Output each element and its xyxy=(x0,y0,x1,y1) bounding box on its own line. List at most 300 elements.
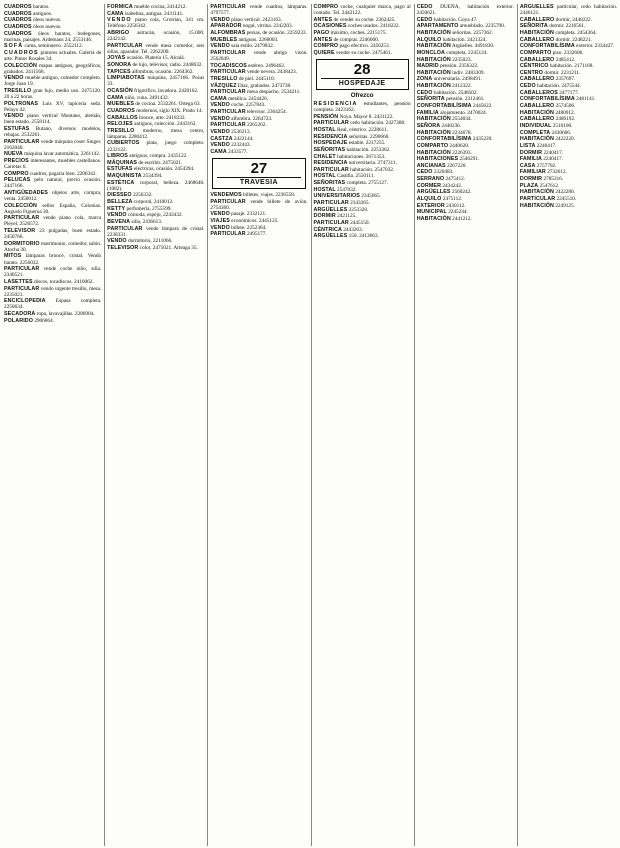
ad-text: 2475412. xyxy=(445,176,466,183)
ad-lead-word: HABITACIÓN xyxy=(416,129,451,136)
classified-ad xyxy=(4,311,101,317)
section-header xyxy=(212,158,305,189)
ad-lead-word: CEDO xyxy=(416,89,433,96)
ad-text: 2510100. xyxy=(552,122,573,129)
ad-lead-word: CORMER xyxy=(416,182,442,189)
ad-lead-word: PARTICULAR xyxy=(313,166,349,173)
ad-lead-word: PARTICULAR xyxy=(313,219,349,226)
ad-text: 2486192. xyxy=(555,116,576,123)
classified-ad xyxy=(210,116,307,122)
classified-ad xyxy=(314,173,411,179)
ad-lead-word: POLARIDO xyxy=(4,317,34,324)
classified-ad xyxy=(210,43,307,49)
ad-text: 2574506. xyxy=(555,103,576,110)
classified-ad xyxy=(314,127,411,133)
ad-text: eléctricas, ocasión. 2454394. xyxy=(133,166,195,173)
ad-text: habitaciones. 2671353. xyxy=(337,153,386,160)
classified-ad xyxy=(417,83,514,89)
classified-ad xyxy=(210,63,307,69)
classified-ad xyxy=(520,163,617,169)
ad-text: 2422280. xyxy=(555,189,575,196)
ad-text: de lujo, televisor, radio. 2448632. xyxy=(132,61,203,68)
ad-lead-word: VENDO xyxy=(210,128,230,135)
ad-lead-word: KETTY xyxy=(107,205,126,212)
ad-lead-word: HABITACIÓN xyxy=(416,83,451,90)
classified-ad xyxy=(210,199,307,211)
classified-ad xyxy=(417,17,514,23)
ad-lead-word: PARTICULAR xyxy=(210,109,246,116)
ad-lead-word: CÉNTRICO xyxy=(519,63,549,70)
classified-ad xyxy=(520,37,617,43)
ad-text: sala estilo. 2479832. xyxy=(231,43,275,50)
classified-ad xyxy=(417,143,514,149)
classified-ad xyxy=(520,203,617,209)
classified-ad xyxy=(4,241,101,253)
ad-lead-word: PARTICULAR xyxy=(210,198,246,205)
ad-text: de comprar. 2246000. xyxy=(333,36,380,43)
ad-text: dormir. 2216561. xyxy=(549,23,586,30)
ad-text: estéreo. 2496462. xyxy=(248,62,286,69)
ad-lead-word: APARADOR xyxy=(210,23,242,30)
ad-text: ropa, lavavajillas. 2286904. xyxy=(36,310,95,317)
ad-lead-word: PRECIOS xyxy=(4,158,29,165)
ad-text: vende lámpara de cristal. 2238331. xyxy=(107,225,205,238)
ad-lead-word: HABITACIÓN xyxy=(519,202,555,209)
ad-text: alfombras, ocasión. 2264362. xyxy=(131,68,194,75)
classified-ad xyxy=(314,180,411,186)
classified-ad xyxy=(314,200,411,206)
classified-ad xyxy=(210,23,307,29)
column-6 xyxy=(517,4,617,846)
ad-text: habitación. 2253362. xyxy=(346,146,391,153)
ad-text: 2240417. xyxy=(543,149,564,156)
column-1 xyxy=(4,4,101,846)
classified-ad xyxy=(107,226,204,238)
classified-ad xyxy=(4,158,101,170)
ad-lead-word: FAMILIAR xyxy=(519,169,546,176)
classified-ad xyxy=(417,189,514,195)
ad-text: dormir. 2231211. xyxy=(544,69,581,76)
ad-lead-word: CUADROS xyxy=(4,17,32,24)
ad-text: pago efectivo. 2456253. xyxy=(339,43,390,50)
classified-ad xyxy=(107,115,204,121)
ad-text: 2481141. xyxy=(576,96,596,103)
classified-ad xyxy=(210,149,307,155)
section-number: 27 xyxy=(250,159,268,177)
ad-lead-word: SECADORA xyxy=(4,310,36,317)
ad-text: cama, seminuevo. 2552112. xyxy=(24,43,83,50)
classified-ad xyxy=(210,17,307,23)
ad-text: 2534394. xyxy=(142,173,163,180)
ad-lead-word: HOSTAL xyxy=(313,173,336,180)
classified-ad xyxy=(4,228,101,240)
classified-ad xyxy=(520,183,617,189)
ad-text: piano vertical Montano, alemán, buen estado. 2558114. xyxy=(4,113,102,126)
ad-lead-word: ABRIGO xyxy=(107,29,130,36)
ad-lead-word: CONFORTABILÍSIMA xyxy=(416,103,472,110)
ad-lead-word: CAMA xyxy=(210,95,227,102)
ad-text: plata, juego completo. 2232122. xyxy=(107,140,205,153)
classified-ad xyxy=(210,50,307,62)
ad-lead-word: PARTICULAR xyxy=(107,42,143,49)
ad-lead-word: PARTICULAR xyxy=(313,200,349,206)
ad-text: baratos. xyxy=(33,4,50,10)
ad-text: perfumería, 2755599. xyxy=(126,205,172,212)
ad-text: universitaria. 2747311. xyxy=(348,160,397,167)
classified-ad xyxy=(314,207,411,213)
ad-text: 2434242. xyxy=(442,182,462,189)
ad-text: habitación. 2171168. xyxy=(549,63,594,70)
ad-lead-word: SONORA xyxy=(107,61,132,68)
ad-lead-word: DORMITORIO xyxy=(4,240,40,247)
ad-text: vende nevera. 2438423. xyxy=(246,69,297,76)
ad-text: 2256332. xyxy=(132,192,153,199)
classified-ad xyxy=(314,134,411,140)
ad-text: 2906864. xyxy=(34,317,54,324)
classified-ad xyxy=(107,101,204,107)
ad-lead-word: FORMICA xyxy=(107,4,133,10)
ad-text: 2232443. xyxy=(231,142,251,149)
ad-lead-word: PARTICULAR xyxy=(210,122,246,129)
classified-ad xyxy=(314,43,411,49)
classified-ad xyxy=(520,116,617,122)
classified-ad xyxy=(107,121,204,127)
ad-text: máximo, coches. 2215175. xyxy=(330,29,387,36)
classified-ad xyxy=(520,176,617,182)
classified-ad xyxy=(107,128,204,140)
ad-lead-word: HABITACIÓN xyxy=(416,69,451,76)
classified-ad xyxy=(314,37,411,43)
ad-lead-word: ESTÉTICA xyxy=(107,179,135,186)
ad-text: coches usados. 2418222. xyxy=(347,23,400,30)
classified-ad xyxy=(4,190,101,202)
ad-lead-word: ARGÜELLES xyxy=(519,4,554,10)
classified-ad xyxy=(520,43,617,49)
ad-lead-word: VENDO xyxy=(210,211,230,218)
classified-ad xyxy=(4,139,101,151)
ad-text: niño, cuna. 2491432. xyxy=(124,94,169,101)
ad-text: persas, de ocasión. 2259233. xyxy=(246,29,307,36)
classified-ad xyxy=(4,253,101,265)
ad-lead-word: TELEVISOR xyxy=(4,228,36,235)
ad-text: vende coche niño, silla. 2340521. xyxy=(4,266,102,279)
ad-text: billete. 2252364. xyxy=(231,224,267,231)
ad-text: 2485412. xyxy=(555,56,576,63)
column-4 xyxy=(311,4,411,846)
ad-text: modernos, siglo XIX. Prado 14. xyxy=(136,107,203,114)
classified-ad xyxy=(314,227,411,233)
ad-lead-word: FAMILIA xyxy=(519,156,542,163)
classified-ad xyxy=(314,213,411,219)
ad-lead-word: ESTUFAS xyxy=(4,126,30,133)
ad-lead-word: CUADROS xyxy=(4,30,32,37)
ad-lead-word: VENDO xyxy=(210,115,230,122)
ad-text: Luis XV, tapicería seda. Pelayo 42. xyxy=(4,100,102,113)
ad-lead-word: PARTICULAR xyxy=(107,225,143,232)
ad-lead-word: HABITACIÓN xyxy=(519,136,555,143)
ad-lead-word: TRESILLO xyxy=(4,87,32,94)
ad-lead-word: VENDO xyxy=(210,16,230,23)
ad-lead-word: MITOS xyxy=(4,253,22,260)
classified-ad xyxy=(4,31,101,43)
ad-lead-word: EXTERIOR xyxy=(416,202,445,209)
classified-ad xyxy=(314,187,411,193)
classified-ad xyxy=(4,24,101,30)
ad-text: 2422144. xyxy=(233,135,254,142)
ad-lead-word: PARTICULAR xyxy=(210,49,246,56)
ad-text: 2433577. xyxy=(228,148,248,155)
classified-ad xyxy=(210,122,307,128)
classified-ad xyxy=(417,63,514,69)
ad-lead-word: COMPRO xyxy=(313,4,339,10)
ad-text: piso. 2332606. xyxy=(552,49,584,56)
classified-ad xyxy=(4,17,101,23)
ad-text: bronce, arte. 2418332. xyxy=(138,114,186,121)
ad-lead-word: QUIERE xyxy=(313,49,335,56)
classified-ad xyxy=(210,142,307,148)
ad-text: sellos España, Colonias. Augusto Figueroa 30. xyxy=(4,202,102,215)
classified-ad xyxy=(4,298,101,310)
classified-ad xyxy=(4,266,101,278)
classified-ad xyxy=(417,76,514,82)
ad-lead-word: ANTES xyxy=(313,16,333,23)
ad-text: 2265262. xyxy=(246,122,267,129)
ad-text: habitación. 2421324. xyxy=(442,36,487,43)
classified-ad xyxy=(107,88,204,94)
ad-text: 2547032. xyxy=(336,186,357,193)
ad-lead-word: CABALLOS xyxy=(107,114,138,121)
ad-text: pintores actuales. Galería de arte. Pintor Rosales 34. xyxy=(4,49,102,62)
ad-text: 2441212. xyxy=(452,215,472,222)
ad-text: 2785316. xyxy=(543,176,564,183)
section-title: TRAVESIA xyxy=(217,177,300,187)
ad-lead-word: VENDEMOS xyxy=(210,191,242,198)
ad-lead-word: CUADROS xyxy=(4,49,39,56)
ad-text: DUEÑA, habitación exterior. 2450621. xyxy=(416,4,514,17)
ad-text: completa. 2454364. xyxy=(555,29,597,36)
ad-lead-word: SERRANO xyxy=(416,176,445,183)
ad-lead-word: CONFORTABILÍSIMA xyxy=(416,136,472,143)
classified-ad xyxy=(417,130,514,136)
ad-lead-word: CÉNTRICA xyxy=(313,226,342,233)
ad-lead-word: PELUCAS xyxy=(4,177,31,184)
ad-lead-word: TELEVISOR xyxy=(107,244,139,251)
ad-lead-word: CONFORTABILÍSIMA xyxy=(519,96,575,103)
ad-text: televisor. 2364254. xyxy=(246,109,287,116)
classified-ad xyxy=(417,209,514,215)
ad-text: habitación. 2475544. xyxy=(537,83,581,90)
classified-ad xyxy=(107,108,204,114)
ad-text: 2234678. xyxy=(452,129,472,136)
classified-ad xyxy=(417,96,514,102)
classified-ad xyxy=(107,17,204,29)
classified-ad xyxy=(107,212,204,218)
ad-lead-word: ALQUILO xyxy=(416,195,442,202)
ad-text: vende mesa comedor, seis sillas, aparador. Tel. 2262200. xyxy=(107,42,205,55)
ad-text: 2245244. xyxy=(448,209,468,216)
ad-lead-word: CONFORTABILÍSIMA xyxy=(519,43,575,50)
ad-lead-word: BEVENA xyxy=(107,218,131,225)
classified-ad xyxy=(314,50,411,56)
ad-lead-word: TRESILLO xyxy=(210,75,238,82)
ad-lead-word: VENDO xyxy=(210,102,230,109)
ad-lead-word: HABITACIÓN xyxy=(416,29,451,36)
classified-ad xyxy=(210,37,307,43)
classified-ad xyxy=(417,30,514,36)
classified-ad xyxy=(520,76,617,82)
ad-text: señoritas. 2290660. xyxy=(348,133,390,140)
ad-lead-word: CUADROS xyxy=(4,10,32,17)
ad-lead-word: CASA xyxy=(519,162,536,169)
ad-text: Castilla. 2550111. xyxy=(336,173,375,180)
ad-text: 2249125. xyxy=(555,202,575,209)
ad-text: 150. 2413663. xyxy=(348,233,379,240)
ad-text: matrimonio, comedor, salón. Atocha 30. xyxy=(4,240,102,253)
ad-text: billetes, viajes. 2236558. xyxy=(243,191,296,198)
ad-text: 2554034. xyxy=(452,116,472,123)
classified-ad xyxy=(520,90,617,96)
ad-lead-word: JOYAS xyxy=(107,55,126,62)
classified-ad xyxy=(314,30,411,36)
classified-ad xyxy=(4,11,101,17)
ad-lead-word: APARTAMENTO xyxy=(416,23,459,30)
classified-ad xyxy=(210,96,307,102)
classified-ad xyxy=(107,95,204,101)
ad-text: Espasa completa. 2250634. xyxy=(4,298,102,311)
ad-lead-word: VENDO xyxy=(107,17,132,24)
ad-lead-word: HOSTAL xyxy=(313,126,336,133)
ad-text: moderno, mesa centro, lámparas. 2280412. xyxy=(107,127,205,140)
column-5 xyxy=(414,4,514,846)
classified-ad xyxy=(107,11,204,17)
classified-ad xyxy=(314,220,411,226)
section-header xyxy=(316,59,409,90)
ad-text: 2546291. xyxy=(459,156,480,163)
ad-lead-word: LIMPIABOTAS xyxy=(107,75,145,82)
classified-ad xyxy=(314,114,411,120)
classified-ad xyxy=(520,30,617,36)
classified-ad xyxy=(417,163,514,169)
ad-lead-word: RESIDENCIA xyxy=(313,133,348,140)
ad-lead-word: PARTICULAR xyxy=(210,4,246,10)
classified-ad xyxy=(520,70,617,76)
ad-text: óleos nuevos. xyxy=(33,23,62,30)
ad-lead-word: RELOJES xyxy=(107,121,133,128)
classified-ad xyxy=(520,156,617,162)
ad-lead-word: PARTICULAR xyxy=(4,266,40,273)
classified-ad xyxy=(107,238,204,244)
ad-text: antiguos, compra. 2435122. xyxy=(129,153,188,160)
classified-ad xyxy=(4,171,101,177)
ad-text: antiguos. xyxy=(33,10,53,17)
ad-lead-word: LASETTES xyxy=(4,278,33,285)
ad-text: alojamiento. 2470024. xyxy=(440,109,487,116)
ad-lead-word: SEÑORA xyxy=(416,122,441,129)
ad-lead-word: RESIDENCIA xyxy=(313,160,348,167)
ad-text: vende máquina coser Singer. 2162040. xyxy=(4,138,102,151)
classified-ad xyxy=(520,103,617,109)
ad-lead-word: POLTRONAS xyxy=(4,100,39,107)
ad-lead-word: ANCIANAS xyxy=(416,162,446,169)
ad-text: 2495177. xyxy=(246,231,267,238)
ad-lead-word: HABITACIÓN xyxy=(416,149,451,156)
ad-text: económicos. 2445125. xyxy=(231,217,279,224)
classified-ad xyxy=(520,110,617,116)
ad-lead-word: VENDO xyxy=(4,113,24,120)
ad-lead-word: DIESSEO xyxy=(107,192,132,199)
classified-ad xyxy=(4,279,101,285)
ad-lead-word: OCASIÓN xyxy=(107,87,133,94)
classified-ad xyxy=(210,109,307,115)
ad-lead-word: TRESILLO xyxy=(107,127,135,134)
ad-lead-word: FAMILIA xyxy=(416,109,439,116)
ad-lead-word: MUNICIPAL xyxy=(416,209,447,216)
ad-text: coche, cualquier marca, pago al contado. Tel. 2442122. xyxy=(313,4,411,17)
ad-lead-word: SEÑORITA xyxy=(519,23,548,30)
ad-lead-word: ARGÜELLES xyxy=(416,189,451,196)
ad-lead-word: ANTIGÜEDADES xyxy=(4,190,48,197)
ad-text: corporal, 2410012. xyxy=(133,199,174,206)
classified-ad xyxy=(417,196,514,202)
section-title: HOSPEDAJE xyxy=(321,78,404,88)
ad-lead-word: MÁQUINAS xyxy=(107,159,138,166)
ad-lead-word: VENDO xyxy=(107,238,127,245)
column-3 xyxy=(207,4,307,846)
ad-lead-word: CABALLEROS xyxy=(519,89,558,96)
ad-text: máquina, 2457166. Pozas 33. xyxy=(107,75,205,88)
classified-ad xyxy=(107,199,204,205)
ad-text: óleos nuevos. xyxy=(33,17,62,24)
ad-text: Real, céntrico. 2228611. xyxy=(336,126,388,133)
ad-text: completa. 2245124. xyxy=(446,49,488,56)
classified-ad xyxy=(210,4,307,16)
classified-ad xyxy=(314,193,411,199)
classified-ad xyxy=(4,101,101,113)
classified-ad xyxy=(4,113,101,125)
ad-text: 2757702. xyxy=(536,162,557,169)
ad-text: exterior. 2334427. xyxy=(576,43,615,50)
ad-lead-word: SEÑORITAS xyxy=(313,180,346,187)
classified-ad xyxy=(417,110,514,116)
classified-ad xyxy=(210,129,307,135)
classified-ad xyxy=(4,43,101,49)
ad-text: de escribir. 2475021. xyxy=(138,159,183,166)
ad-lead-word: CAMA xyxy=(210,148,227,155)
ad-lead-word: VÁZQUEZ xyxy=(210,82,237,89)
ad-lead-word: INDIVIDUAL xyxy=(519,122,552,129)
classified-ad xyxy=(520,63,617,69)
ad-lead-word: CUBIERTOS xyxy=(107,140,140,147)
ad-text: piano vertical. 2423163. xyxy=(231,16,282,23)
ad-text: 2421125. xyxy=(337,213,357,220)
ad-text: 2435220. xyxy=(472,136,493,143)
ad-text: silla, 2436613. xyxy=(131,218,163,225)
ad-text: mueble cocina, 2414212. xyxy=(134,4,187,10)
ad-lead-word: PAGO xyxy=(313,29,330,36)
ad-lead-word: CEDO xyxy=(416,169,433,176)
classified-ad xyxy=(417,156,514,162)
ad-lead-word: HOSPEDAJE xyxy=(313,140,348,147)
ad-lead-word: COMPRO xyxy=(313,43,339,50)
ad-text: 2440620. xyxy=(449,142,470,149)
ad-text: interesantes, muebles castellanos. Carretas 6. xyxy=(4,158,102,171)
ad-text: 2345665. xyxy=(361,193,381,200)
ad-text: Butano, diversos modelos, rebajas. 2532261. xyxy=(4,126,102,139)
ad-lead-word: BELLEZA xyxy=(107,199,133,206)
ad-text: vende piano cola, marca Pleyel. 2526572. xyxy=(4,215,102,228)
ad-lead-word: MUEBLES xyxy=(107,101,134,108)
ad-text: cedo habitación. 2427308. xyxy=(350,120,406,127)
